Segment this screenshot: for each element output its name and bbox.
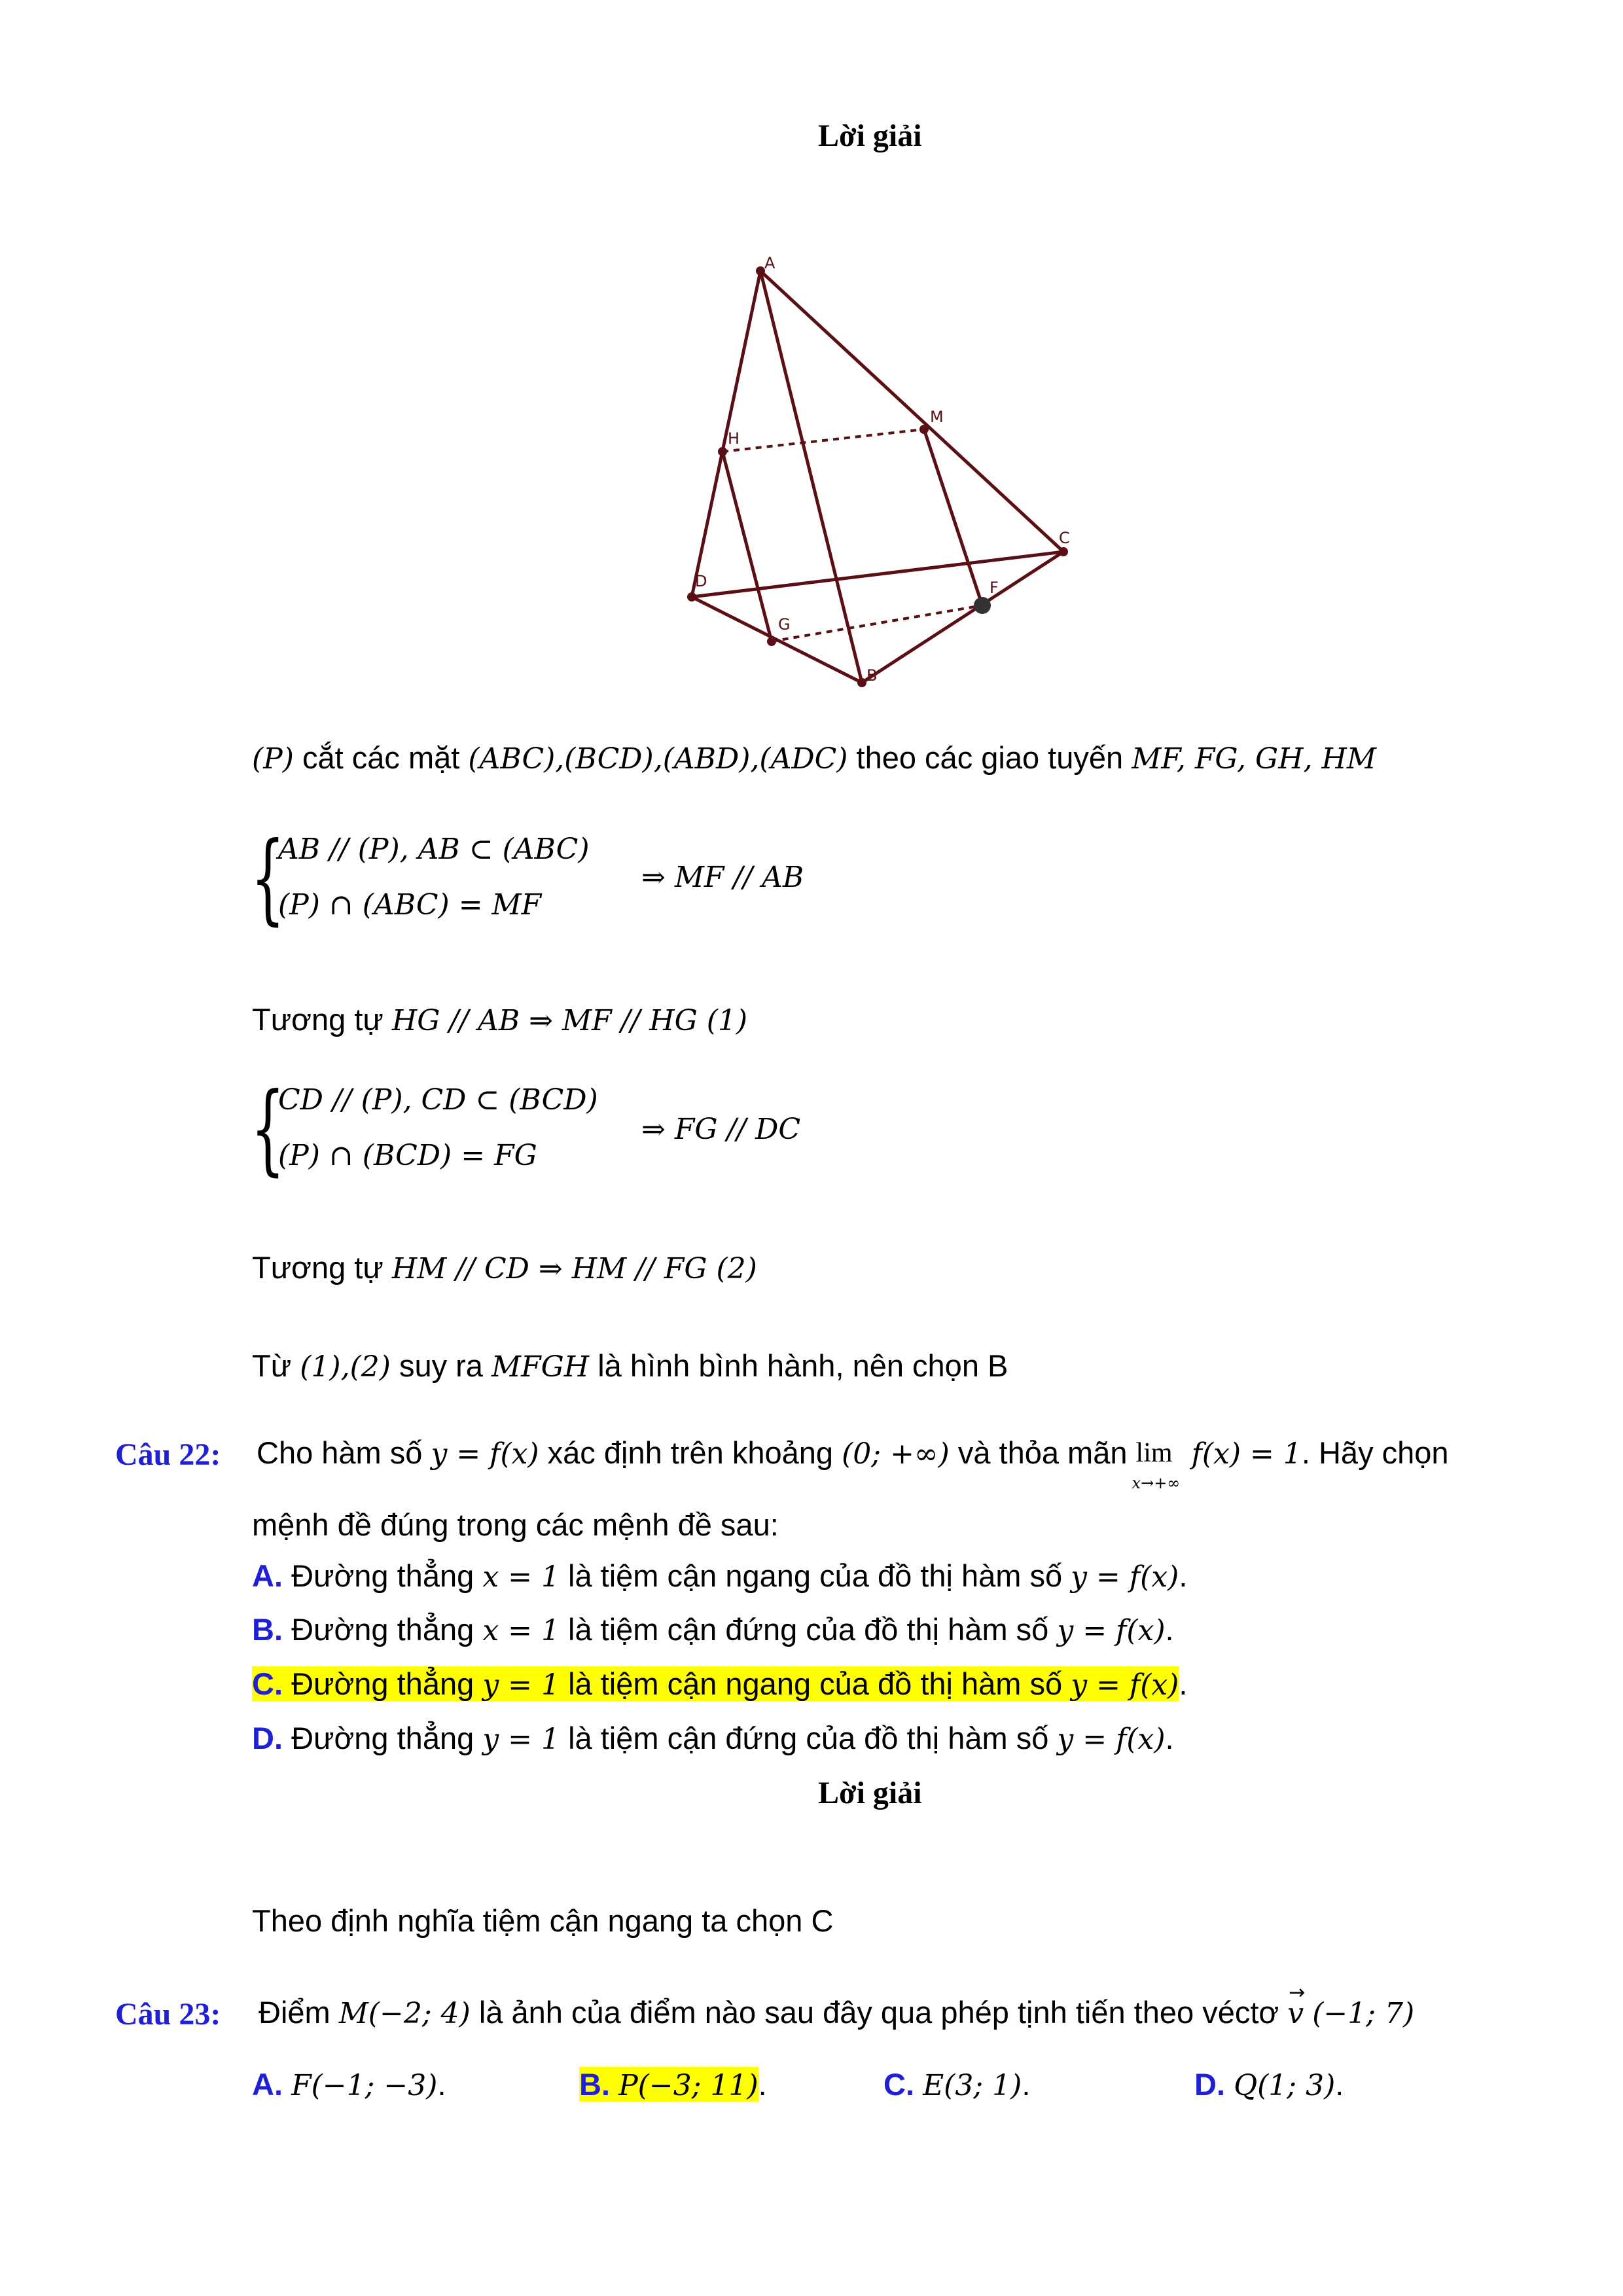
label-b: B [866,666,878,685]
q23-option-a[interactable]: A. F(−1; −3). [252,2067,446,2102]
q22-option-c[interactable]: C. Đường thẳng y = 1 là tiệm cận ngang của đồ thị hàm số y = f(x). [252,1666,1188,1702]
label-a: A [764,254,776,272]
tetrahedron-figure [654,242,1113,700]
system2-result: ⇒ FG // DC [641,1113,801,1146]
question-23-line1: Điểm M(−2; 4) là ảnh của điểm nào sau đây qua phép tịnh tiến theo véctơ → v (−1; 7) [259,1993,1414,2034]
label-m: M [930,408,944,426]
q23-option-d[interactable]: D. Q(1; 3). [1194,2067,1344,2102]
segment-mf [924,429,982,605]
question-22-label: Câu 22: [115,1437,221,1472]
system1-row2: (P) ∩ (ABC) = MF [278,888,542,922]
question-22-line2: mệnh đề đúng trong các mệnh đề sau: [252,1507,779,1542]
question-23-label: Câu 23: [115,1997,221,2032]
brace-1: { [251,821,285,935]
q23-option-c[interactable]: C. E(3; 1). [883,2067,1031,2102]
point-m [919,425,929,434]
system1-row1: AB // (P), AB ⊂ (ABC) [278,833,590,866]
point-a [756,266,765,276]
system1-result: ⇒ MF // AB [641,861,804,894]
q22-option-b[interactable]: B. Đường thẳng x = 1 là tiệm cận đứng của đồ thị hàm số y = f(x). [252,1612,1174,1647]
edge-ac [760,271,1063,552]
question-22-line1: Cho hàm số y = f(x) xác định trên khoảng (0; +∞) và thỏa mãn lim x→+∞ f(x) = 1. Hãy chọn [257,1433,1449,1474]
similar-line-1: Tương tự HG // AB ⇒ MF // HG (1) [252,1002,748,1037]
solution-heading: Lời giải [818,118,922,153]
vector-v: → v [1287,1981,1306,2030]
edge-ab [760,271,862,683]
system2-row1: CD // (P), CD ⊂ (BCD) [278,1083,598,1117]
q22-option-a[interactable]: A. Đường thẳng x = 1 là tiệm cận ngang của đồ thị hàm số y = f(x). [252,1558,1188,1594]
label-d: D [695,572,707,590]
similar-line-2: Tương tự HM // CD ⇒ HM // FG (2) [252,1250,757,1285]
limit-expression: lim x→+∞ [1132,1438,1181,1492]
label-g: G [778,615,791,634]
segment-hg [722,452,772,641]
label-f: F [990,579,999,597]
q22-option-d[interactable]: D. Đường thẳng y = 1 là tiệm cận đứng của đồ thị hàm số y = f(x). [252,1721,1174,1756]
edge-ad [692,271,760,597]
q23-option-b[interactable]: B. P(−3; 11). [579,2067,767,2102]
point-h [718,447,727,456]
brace-2: { [251,1072,285,1186]
edge-dc [692,552,1063,597]
system2-row2: (P) ∩ (BCD) = FG [278,1139,537,1172]
label-c: C [1059,529,1070,547]
point-d [687,592,696,601]
label-h: H [728,429,740,448]
solution-heading-2: Lời giải [818,1776,922,1810]
question-22-solution: Theo định nghĩa tiệm cận ngang ta chọn C [252,1903,834,1938]
solution-line-1: (P) cắt các mặt (ABC),(BCD),(ABD),(ADC) theo các giao tuyến MF, FG, GH, HM [252,740,1376,776]
point-g [767,637,776,646]
point-f [974,597,991,614]
conclusion-line: Từ (1),(2) suy ra MFGH là hình bình hành, nên chọn B [252,1348,1008,1384]
point-b [857,678,866,687]
segment-hm [722,429,924,452]
point-c [1059,547,1068,556]
